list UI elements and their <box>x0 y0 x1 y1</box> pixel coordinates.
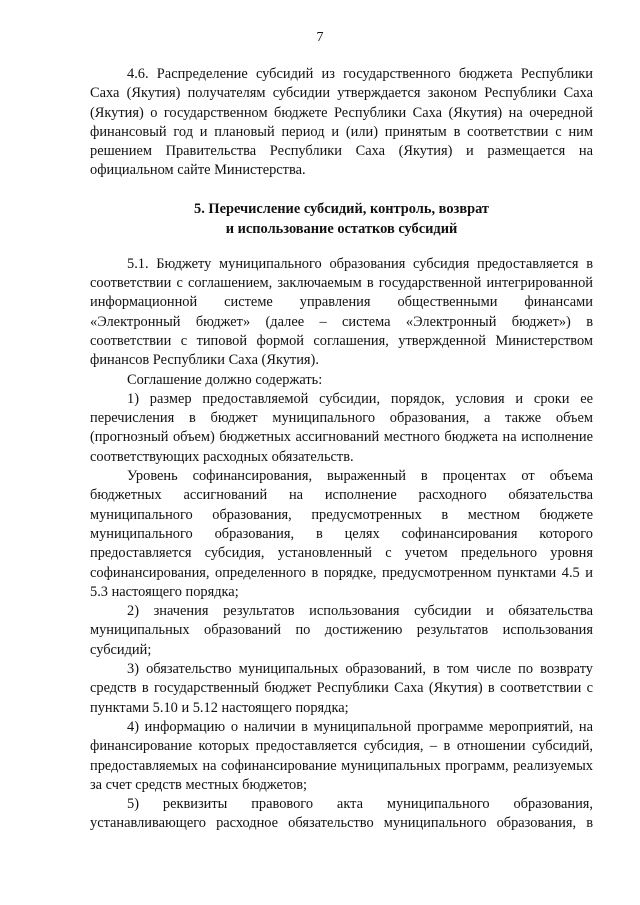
list-item-2: 2) значения результатов использования субсидии и обязательства муниципальных образований по достижению результатов использования субсидий; <box>90 603 593 658</box>
section-5-heading-line-1: 5. Перечисление субсидий, контроль, возврат <box>194 200 489 217</box>
paragraph-5-1: 5.1. Бюджету муниципального образования субсидия предоставляется в соответствии с соглашением, заключаемым в государственной интегрированной информационной системе управления общественными финансами «Электронный бюджет» (далее – система «Электронный бюджет») в соответствии с типовой формой соглашения, утвержденной Министерством финансов Республики Саха (Якутия). <box>90 255 593 369</box>
list-item-1: 1) размер предоставляемой субсидии, порядок, условия и сроки ее перечисления в бюджет муниципального образования, а также объем (прогнозный объем) бюджетных ассигнований местного бюджета на исполнение соответствующих расходных обязательств. <box>90 390 593 465</box>
document-body <box>90 65 593 834</box>
paragraph-agreement-intro: Соглашение должно содержать: <box>127 371 323 388</box>
list-item-3: 3) обязательство муниципальных образований, в том числе по возврату средств в государственный бюджет Республики Саха (Якутия) в соответствии с пунктами 5.10 и 5.12 настоящего порядка; <box>90 661 593 716</box>
paragraph-cofinancing-level: Уровень софинансирования, выраженный в процентах от объема бюджетных ассигнований на исполнение расходного обязательства муниципального образования, предусмотренных в местном бюджете муниципального образования, в целях софинансирования которого предоставляется субсидия, установленный с учетом предельного уровня софинансирования, определенного в порядке, предусмотренном пунктами 4.5 и 5.3 настоящего порядка; <box>90 468 593 600</box>
section-5-heading-line-2: и использование остатков субсидий <box>225 220 458 237</box>
section-5-heading <box>90 199 593 239</box>
list-item-5: 5) реквизиты правового акта муниципального образования, устанавливающего расходное обязательство муниципального образования, в <box>90 796 593 832</box>
paragraph-4-6: 4.6. Распределение субсидий из государственного бюджета Республики Саха (Якутия) получателям субсидии утверждается законом Республики Саха (Якутия) о государственном бюджете Республики Саха (Якутия) на очередной финансовый год и плановый период и (или) принятым в соответствии с ним решением Правительства Республики Саха (Якутия) и размещается на официальном сайте Министерства. <box>90 66 593 179</box>
page-number: 7 <box>316 30 324 45</box>
list-item-4: 4) информацию о наличии в муниципальной программе мероприятий, на финансирование которых предоставляется субсидия, – в отношении субсидий, предоставляемых на софинансирование муниципальных программ, реализуемых за счет средств местных бюджетов; <box>90 718 593 793</box>
